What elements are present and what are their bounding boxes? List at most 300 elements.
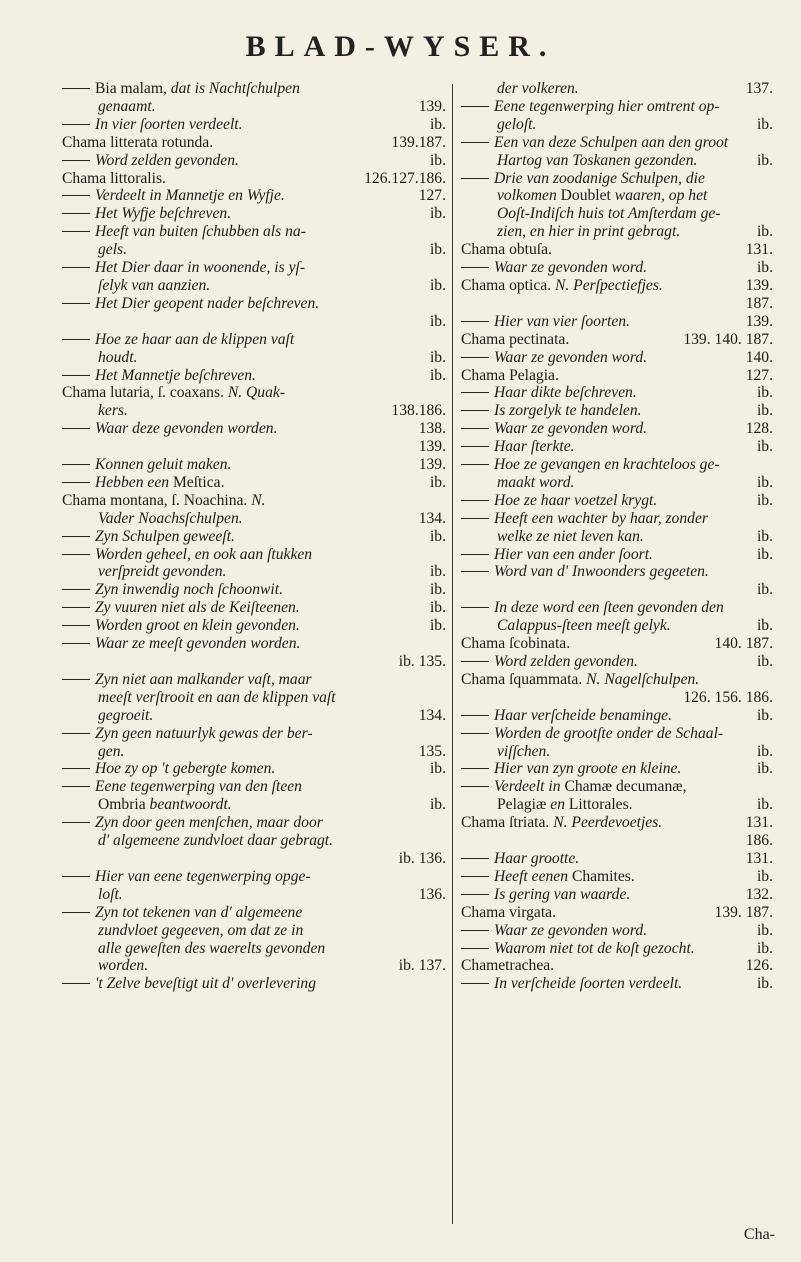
entry-text-part: Drie van zoodanige Schulpen, die bbox=[494, 169, 705, 187]
entry-text-part: Calappus-ſteen meeſt gelyk. bbox=[497, 617, 671, 635]
page-reference: ib. bbox=[756, 653, 773, 670]
index-entry bbox=[461, 349, 773, 367]
entry-text bbox=[98, 277, 424, 295]
entry-text-part: Word zelden gevonden. bbox=[494, 653, 638, 670]
page-reference: ib. bbox=[756, 527, 773, 545]
entry-text-part: Word zelden gevonden. bbox=[95, 151, 239, 169]
index-entry bbox=[62, 492, 446, 510]
entry-text bbox=[497, 796, 751, 814]
entry-text-part: In verſcheide ſoorten verdeelt. bbox=[494, 975, 683, 993]
entry-text-part: Chama ſquammata. bbox=[461, 670, 587, 688]
index-entry bbox=[461, 689, 773, 707]
page-reference: 139.187. bbox=[391, 133, 446, 151]
entry-text-part: Pelagiæ bbox=[497, 796, 551, 814]
dash-rule bbox=[62, 786, 90, 787]
page-reference: 131. bbox=[745, 849, 773, 867]
index-entry bbox=[62, 349, 446, 367]
entry-text-part: Waar deze gevonden worden. bbox=[95, 420, 278, 438]
dash-rule bbox=[62, 160, 90, 161]
entry-text bbox=[98, 886, 413, 904]
dash-rule bbox=[62, 912, 90, 913]
page-reference: ib. bbox=[429, 599, 446, 617]
entry-text bbox=[98, 241, 424, 259]
dash-rule bbox=[62, 625, 90, 626]
entry-text bbox=[95, 331, 440, 349]
index-entry bbox=[62, 832, 446, 850]
index-entry bbox=[62, 671, 446, 689]
entry-text-part: Doublet bbox=[560, 187, 615, 205]
entry-text bbox=[494, 868, 751, 886]
entry-text bbox=[95, 760, 424, 778]
index-entry bbox=[461, 546, 773, 564]
entry-text-part: Hier van een ander ſoort. bbox=[494, 545, 653, 563]
entry-text-part: Hier van eene tegenwerping opge- bbox=[95, 867, 311, 885]
index-entry bbox=[461, 80, 773, 98]
entry-text bbox=[494, 492, 751, 510]
dash-rule bbox=[461, 661, 489, 662]
entry-text-part: Haar grootte. bbox=[494, 849, 580, 867]
entry-text-part: 't Zelve beveſtigt uit d' overlevering bbox=[95, 975, 317, 993]
entry-text bbox=[95, 295, 440, 313]
index-entry bbox=[62, 725, 446, 743]
page-reference: ib. bbox=[429, 205, 446, 223]
entry-text bbox=[95, 581, 424, 599]
index-entry bbox=[62, 563, 446, 581]
index-entry bbox=[62, 187, 446, 205]
entry-text bbox=[95, 116, 424, 134]
index-entry bbox=[461, 223, 773, 241]
page-reference: ib. bbox=[756, 223, 773, 241]
entry-text bbox=[461, 367, 740, 385]
dash-rule bbox=[461, 428, 489, 429]
entry-text bbox=[494, 886, 740, 904]
index-entry bbox=[461, 635, 773, 653]
index-entry bbox=[62, 546, 446, 564]
entry-text bbox=[95, 635, 440, 653]
index-entry bbox=[62, 778, 446, 796]
index-entry bbox=[461, 510, 773, 528]
index-entry bbox=[461, 707, 773, 725]
entry-text-part: Zyn geen natuurlyk gewas der ber- bbox=[95, 724, 313, 742]
entry-text bbox=[98, 707, 413, 725]
entry-text-part: N. bbox=[251, 491, 266, 509]
entry-text-part: verſpreidt gevonden. bbox=[98, 563, 227, 581]
entry-text-part: gels. bbox=[98, 241, 128, 259]
entry-text bbox=[461, 904, 709, 922]
entry-text bbox=[98, 796, 424, 814]
entry-text-part: Worden de grootſte onder de Schaal- bbox=[494, 724, 724, 742]
entry-text-part: Hoe ze haar voetzel krygt. bbox=[494, 491, 658, 509]
dash-rule bbox=[461, 571, 489, 572]
page-reference: ib. bbox=[756, 545, 773, 563]
entry-text bbox=[95, 474, 424, 492]
dash-rule bbox=[62, 428, 90, 429]
page-reference: ib. bbox=[429, 348, 446, 366]
dash-rule bbox=[461, 768, 489, 769]
page-reference: 131. bbox=[745, 814, 773, 832]
entry-text-part: Worden groot en klein gevonden. bbox=[95, 617, 300, 635]
index-entry bbox=[461, 743, 773, 761]
index-entry bbox=[62, 743, 446, 761]
dash-rule bbox=[461, 446, 489, 447]
dash-rule bbox=[62, 267, 90, 268]
entry-text bbox=[494, 134, 767, 152]
dash-rule bbox=[461, 392, 489, 393]
page-reference: 126. bbox=[745, 957, 773, 975]
entry-text-part: Chama littoralis. bbox=[62, 169, 166, 187]
entry-text-part: Hoe zy op 't gebergte komen. bbox=[95, 760, 276, 778]
index-entry bbox=[461, 438, 773, 456]
entry-text-part: Hartog van Toskanen gezonden. bbox=[497, 151, 698, 169]
index-entry bbox=[461, 205, 773, 223]
page-reference: 140. bbox=[745, 348, 773, 366]
index-entry bbox=[461, 599, 773, 617]
dash-rule bbox=[62, 733, 90, 734]
index-entry bbox=[62, 796, 446, 814]
page-reference: ib. bbox=[429, 151, 446, 169]
entry-text-part: Worden geheel, en ook aan ſtukken bbox=[95, 545, 313, 563]
entry-text bbox=[494, 349, 740, 367]
entry-text-part: Vader Noachsſchulpen. bbox=[98, 509, 243, 527]
entry-text bbox=[95, 617, 424, 635]
index-entry bbox=[62, 80, 446, 98]
dash-rule bbox=[461, 733, 489, 734]
entry-text-part: N. Perſpectiefjes. bbox=[554, 276, 663, 294]
dash-rule bbox=[62, 124, 90, 125]
entry-text-part: Het Dier daar in woonende, is yſ- bbox=[95, 259, 306, 277]
page-reference: ib. 136. bbox=[398, 849, 446, 867]
entry-text bbox=[494, 725, 767, 743]
index-entry bbox=[62, 98, 446, 116]
page-reference: ib. 137. bbox=[398, 957, 446, 975]
dash-rule bbox=[461, 554, 489, 555]
index-entry bbox=[62, 456, 446, 474]
entry-text bbox=[494, 760, 751, 778]
entry-text bbox=[494, 563, 767, 581]
page-reference: 187. bbox=[745, 294, 773, 312]
entry-text bbox=[62, 384, 440, 402]
page-reference: ib. bbox=[429, 366, 446, 384]
entry-text bbox=[494, 922, 751, 940]
entry-text-part: Ooſt-Indiſch huis tot Amſterdam ge- bbox=[497, 205, 721, 223]
entry-text bbox=[95, 546, 440, 564]
entry-text-part: maakt word. bbox=[497, 473, 575, 491]
dash-rule bbox=[461, 410, 489, 411]
page-reference: 139. 187. bbox=[714, 903, 773, 921]
entry-text bbox=[98, 743, 413, 761]
index-entry bbox=[461, 725, 773, 743]
index-entry bbox=[461, 850, 773, 868]
entry-text-part: Littorales. bbox=[568, 796, 633, 814]
index-entry bbox=[62, 922, 446, 940]
entry-text-part: Hier van vier ſoorten. bbox=[494, 312, 630, 330]
entry-text-part: Hoe ze gevangen en krachteloos ge- bbox=[494, 456, 720, 474]
entry-text-part: Chamæ decumanæ, bbox=[564, 778, 687, 796]
index-entry bbox=[62, 653, 446, 671]
page-reference: ib. bbox=[429, 581, 446, 599]
entry-text bbox=[95, 80, 440, 98]
entry-text bbox=[494, 170, 767, 188]
entry-text bbox=[494, 510, 767, 528]
page-reference: ib. bbox=[756, 617, 773, 635]
entry-text-part: Word van d' Inwoonders gegeeten. bbox=[494, 563, 709, 581]
page-reference: 134. bbox=[418, 706, 446, 724]
entry-text-part: der volkeren. bbox=[497, 80, 579, 97]
entry-text-part: Heeft een wachter by haar, zonder bbox=[494, 509, 708, 527]
entry-text bbox=[98, 832, 440, 850]
entry-text bbox=[95, 725, 440, 743]
page-reference: ib. bbox=[756, 402, 773, 420]
entry-text-part: Chama pectinata. bbox=[461, 330, 570, 348]
entry-text bbox=[95, 205, 424, 223]
entry-text-part: Waar ze gevonden word. bbox=[494, 348, 648, 366]
entry-text-part: Meſtica. bbox=[172, 473, 225, 491]
entry-text bbox=[497, 187, 767, 205]
entry-text bbox=[95, 904, 440, 922]
index-entry bbox=[461, 671, 773, 689]
entry-text-part: Ombria bbox=[98, 796, 150, 814]
index-entry bbox=[62, 528, 446, 546]
page-reference: 186. bbox=[745, 832, 773, 850]
entry-text-part: Chama ſcobinata. bbox=[461, 635, 571, 653]
entry-text-part: Chametrachea. bbox=[461, 957, 555, 975]
entry-text bbox=[98, 510, 413, 528]
entry-text-part: Chama obtuſa. bbox=[461, 241, 552, 259]
page-reference: ib. bbox=[756, 742, 773, 760]
dash-rule bbox=[62, 643, 90, 644]
dash-rule bbox=[62, 88, 90, 89]
entry-text-part: Hier van zyn groote en kleine. bbox=[494, 760, 682, 778]
page-reference: ib. bbox=[429, 617, 446, 635]
entry-text bbox=[95, 599, 424, 617]
index-entry bbox=[461, 474, 773, 492]
entry-text bbox=[461, 957, 740, 975]
dash-rule bbox=[461, 106, 489, 107]
index-entry bbox=[62, 152, 446, 170]
entry-text-part: Zyn Schulpen geweeſt. bbox=[95, 527, 235, 545]
index-entry bbox=[461, 384, 773, 402]
entry-text-part: Waar ze gevonden word. bbox=[494, 420, 648, 438]
entry-text-part: In deze word een ſteen gevonden den bbox=[494, 599, 724, 617]
page-reference: 132. bbox=[745, 885, 773, 903]
index-entry bbox=[62, 850, 446, 868]
entry-text-part: Chama montana, ſ. Noachina. bbox=[62, 491, 252, 509]
entry-text bbox=[494, 599, 767, 617]
index-entry bbox=[461, 922, 773, 940]
dash-rule bbox=[62, 195, 90, 196]
entry-text bbox=[494, 778, 767, 796]
entry-text bbox=[95, 868, 440, 886]
dash-rule bbox=[62, 822, 90, 823]
entry-text bbox=[95, 975, 440, 993]
page-reference: ib. bbox=[429, 563, 446, 581]
index-entry bbox=[461, 563, 773, 581]
index-entry bbox=[461, 152, 773, 170]
entry-text bbox=[62, 170, 358, 188]
index-entry bbox=[461, 259, 773, 277]
entry-text bbox=[98, 349, 424, 367]
index-entry bbox=[62, 223, 446, 241]
index-entry bbox=[461, 420, 773, 438]
page-reference: ib. bbox=[756, 384, 773, 402]
entry-text bbox=[494, 546, 751, 564]
page-reference: ib. bbox=[756, 581, 773, 599]
index-entry bbox=[461, 653, 773, 671]
index-entry bbox=[461, 957, 773, 975]
entry-text-part: Waarom niet tot de koſt gezocht. bbox=[494, 939, 695, 957]
entry-text-part: Chama litterata rotunda. bbox=[62, 133, 214, 151]
page-reference: 139. 140. 187. bbox=[683, 330, 773, 348]
index-entry bbox=[62, 581, 446, 599]
page-reference: 137. bbox=[745, 80, 773, 97]
page-reference: 134. bbox=[418, 509, 446, 527]
index-entry bbox=[461, 241, 773, 259]
entry-text-part: Chama Pelagia. bbox=[461, 366, 559, 384]
entry-text bbox=[95, 778, 440, 796]
entry-text-part: beantwoordt. bbox=[149, 796, 232, 814]
page-reference: 138.186. bbox=[391, 402, 446, 420]
entry-text-part: Bia malam, bbox=[95, 80, 171, 97]
entry-text-part: Heeft eenen bbox=[494, 867, 572, 885]
entry-text-part: worden. bbox=[98, 957, 149, 975]
entry-text bbox=[95, 671, 440, 689]
entry-text bbox=[98, 957, 393, 975]
entry-text-part: houdt. bbox=[98, 348, 138, 366]
entry-text bbox=[461, 241, 740, 259]
index-entry bbox=[461, 904, 773, 922]
page-reference: ib. bbox=[429, 312, 446, 330]
index-entry bbox=[461, 402, 773, 420]
entry-text bbox=[494, 850, 740, 868]
entry-text bbox=[98, 402, 385, 420]
index-entry bbox=[62, 689, 446, 707]
entry-text-part: meeſt verſtrooit en aan de klippen vaſt bbox=[98, 688, 336, 706]
index-entry bbox=[62, 975, 446, 993]
page-reference: ib. bbox=[429, 760, 446, 778]
index-entry bbox=[62, 438, 446, 456]
entry-text bbox=[98, 940, 440, 958]
index-entry bbox=[62, 295, 446, 313]
dash-rule bbox=[62, 375, 90, 376]
index-entry bbox=[62, 134, 446, 152]
dash-rule bbox=[461, 786, 489, 787]
entry-text bbox=[461, 277, 740, 295]
index-entry bbox=[62, 331, 446, 349]
entry-text-part: Het Wyfje beſchreven. bbox=[95, 205, 232, 223]
entry-text-part: Haar verſcheide benaminge. bbox=[494, 706, 672, 724]
entry-text bbox=[494, 420, 740, 438]
dash-rule bbox=[62, 231, 90, 232]
page-reference: ib. bbox=[756, 438, 773, 456]
index-entry bbox=[62, 259, 446, 277]
entry-text bbox=[497, 80, 740, 98]
index-entry bbox=[461, 778, 773, 796]
dash-rule bbox=[461, 357, 489, 358]
entry-text-part: Zyn door geen menſchen, maar door bbox=[95, 814, 323, 832]
entry-text-part: genaamt. bbox=[98, 97, 156, 115]
page-reference: 126.127.186. bbox=[364, 169, 446, 187]
column-rule bbox=[452, 84, 453, 1224]
entry-text-part: Chama virgata. bbox=[461, 903, 556, 921]
dash-rule bbox=[461, 894, 489, 895]
page-reference: 136. bbox=[418, 885, 446, 903]
entry-text-part: Konnen geluit maken. bbox=[95, 456, 232, 474]
page-reference: 139. bbox=[418, 438, 446, 456]
index-entry bbox=[461, 98, 773, 116]
entry-text bbox=[461, 331, 677, 349]
dash-rule bbox=[62, 536, 90, 537]
entry-text-part: Zy vuuren niet als de Keiſteenen. bbox=[95, 599, 300, 617]
entry-text bbox=[98, 563, 424, 581]
page-reference: ib. bbox=[756, 151, 773, 169]
page-reference: ib. bbox=[756, 259, 773, 277]
index-entry bbox=[62, 277, 446, 295]
entry-text-part: Eene tegenwerping van den ſteen bbox=[95, 778, 302, 796]
dash-rule bbox=[62, 554, 90, 555]
page-reference: ib. bbox=[756, 939, 773, 957]
entry-text-part: en bbox=[550, 796, 569, 814]
entry-text-part: Zyn inwendig noch ſchoonwit. bbox=[95, 581, 283, 599]
page-reference: 139. bbox=[745, 312, 773, 330]
index-entry bbox=[62, 241, 446, 259]
entry-text bbox=[494, 707, 751, 725]
index-entry bbox=[461, 331, 773, 349]
dash-rule bbox=[62, 589, 90, 590]
dash-rule bbox=[62, 339, 90, 340]
page-reference: 138. bbox=[418, 420, 446, 438]
index-entry bbox=[461, 940, 773, 958]
index-entry bbox=[461, 528, 773, 546]
page-reference: ib. bbox=[756, 115, 773, 133]
page-reference: 127. bbox=[418, 187, 446, 205]
entry-text-part: Verdeelt in Mannetje en Wyfje. bbox=[95, 187, 285, 205]
left-column bbox=[62, 80, 446, 993]
entry-text bbox=[98, 689, 440, 707]
index-entry bbox=[62, 760, 446, 778]
page-reference: ib. bbox=[429, 241, 446, 259]
entry-text-part: waaren, op het bbox=[614, 187, 708, 205]
entry-text bbox=[494, 456, 767, 474]
entry-text-part: d' algemeene zundvloet daar gebragt. bbox=[98, 832, 334, 850]
entry-text bbox=[494, 98, 767, 116]
index-entry bbox=[461, 134, 773, 152]
entry-text-part: In vier ſoorten verdeelt. bbox=[95, 115, 243, 133]
entry-text-part: ſelyk van aanzien. bbox=[98, 276, 211, 294]
right-column bbox=[461, 80, 773, 993]
page-reference: 127. bbox=[745, 366, 773, 384]
entry-text-part: dat is Nachtſchulpen bbox=[170, 80, 300, 97]
dash-rule bbox=[461, 715, 489, 716]
entry-text bbox=[494, 402, 751, 420]
entry-text bbox=[98, 98, 413, 116]
entry-text-part: Haar ſterkte. bbox=[494, 438, 575, 456]
page-reference: 126. 156. 186. bbox=[683, 688, 773, 706]
entry-text bbox=[494, 975, 751, 993]
index-entry bbox=[461, 116, 773, 134]
dash-rule bbox=[461, 858, 489, 859]
entry-text-part: welke ze niet leven kan. bbox=[497, 527, 644, 545]
entry-text-part: Chama ſtriata. bbox=[461, 814, 554, 832]
page-header: BLAD-WYSER. bbox=[245, 30, 556, 63]
index-entry bbox=[62, 313, 446, 331]
index-entry bbox=[62, 814, 446, 832]
entry-text bbox=[497, 528, 751, 546]
index-entry bbox=[62, 205, 446, 223]
entry-text bbox=[494, 438, 751, 456]
entry-text-part: Hebben een bbox=[95, 473, 173, 491]
dash-rule bbox=[461, 930, 489, 931]
entry-text bbox=[95, 367, 424, 385]
